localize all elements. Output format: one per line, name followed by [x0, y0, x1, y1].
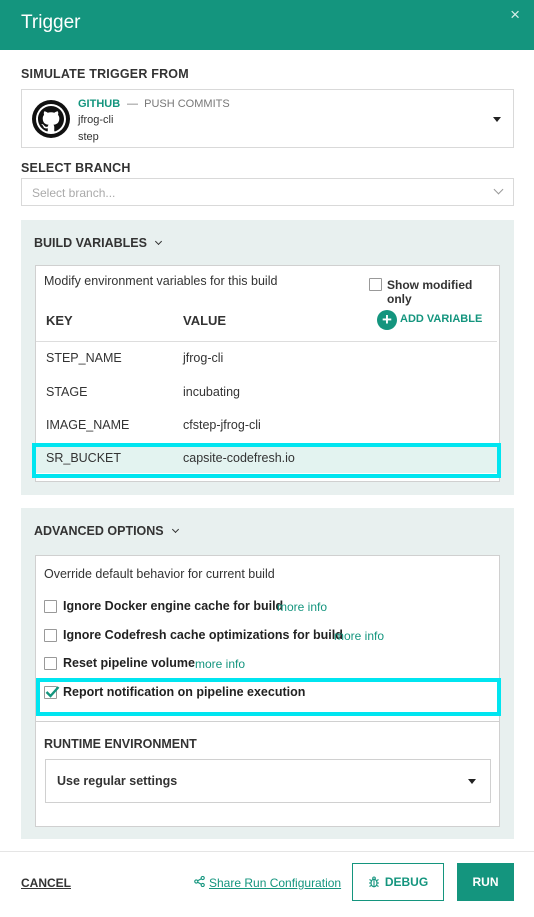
repo-name: jfrog-cli: [78, 114, 114, 126]
runtime-environment-label: RUNTIME ENVIRONMENT: [44, 737, 197, 751]
advanced-options-toggle[interactable]: [34, 524, 172, 538]
share-icon: [194, 876, 205, 890]
option-label: Ignore Codefresh cache optimizations for build: [63, 628, 343, 642]
runtime-environment-box: [35, 721, 500, 827]
chevron-down-icon: [155, 238, 162, 245]
chevron-down-icon: [172, 526, 179, 533]
branch-select[interactable]: [21, 178, 514, 206]
more-info-link[interactable]: more info: [277, 600, 328, 614]
key-column-header: KEY: [46, 313, 73, 328]
add-variable-icon[interactable]: +: [377, 310, 397, 330]
select-branch-label: SELECT BRANCH: [21, 161, 131, 175]
variable-key: IMAGE_NAME: [46, 418, 130, 432]
variable-value[interactable]: capsite-codefresh.io: [183, 451, 295, 465]
variable-value[interactable]: jfrog-cli: [183, 351, 224, 365]
add-variable-button[interactable]: ADD VARIABLE: [400, 313, 483, 325]
trigger-select[interactable]: [21, 89, 514, 148]
build-variables-toggle[interactable]: [34, 236, 155, 250]
dialog-footer: [0, 851, 534, 917]
variable-key: SR_BUCKET: [46, 451, 122, 465]
bug-icon: [368, 866, 380, 902]
show-modified-checkbox[interactable]: [369, 278, 382, 291]
variable-key: STEP_NAME: [46, 351, 122, 365]
trigger-event: [127, 98, 230, 110]
runtime-selected-value: Use regular settings: [57, 774, 178, 788]
caret-down-icon[interactable]: [493, 117, 501, 122]
more-info-link[interactable]: more info: [334, 629, 385, 643]
run-button[interactable]: RUN: [457, 863, 514, 901]
branch-placeholder: Select branch...: [32, 186, 116, 200]
ignore-docker-cache-checkbox[interactable]: [44, 600, 57, 613]
advanced-options-title: ADVANCED OPTIONS: [34, 524, 164, 538]
highlight-frame-report-notification: [36, 678, 501, 716]
reset-volume-checkbox[interactable]: [44, 657, 57, 670]
variable-key: STAGE: [46, 385, 88, 399]
share-label: Share Run Configuration: [209, 876, 342, 890]
highlight-frame-sr-bucket: [32, 443, 501, 478]
cancel-button[interactable]: CANCEL: [21, 876, 71, 890]
dialog-title: Trigger: [21, 12, 81, 33]
share-run-configuration-link[interactable]: [194, 876, 341, 890]
option-label: Report notification on pipeline execution: [63, 685, 306, 699]
ignore-codefresh-cache-checkbox[interactable]: [44, 629, 57, 642]
advanced-description: Override default behavior for current build: [44, 567, 275, 581]
variable-value[interactable]: cfstep-jfrog-cli: [183, 418, 261, 432]
github-icon: [32, 100, 70, 138]
chevron-down-icon: [494, 185, 504, 195]
variable-value[interactable]: incubating: [183, 385, 240, 399]
option-label: Ignore Docker engine cache for build: [63, 599, 284, 613]
more-info-link[interactable]: more info: [195, 657, 246, 671]
runtime-environment-select[interactable]: [45, 759, 491, 803]
provider-name: GITHUB: [78, 98, 121, 110]
close-icon[interactable]: ×: [510, 5, 520, 24]
debug-label: DEBUG: [384, 875, 429, 889]
trigger-branch-name: step: [78, 131, 99, 143]
simulate-trigger-label: SIMULATE TRIGGER FROM: [21, 67, 189, 81]
variables-description: Modify environment variables for this build: [44, 274, 278, 288]
caret-down-icon: [468, 779, 476, 784]
dialog-header: [0, 0, 534, 50]
show-modified-label: Show modified only: [387, 278, 473, 306]
event-name: PUSH COMMITS: [144, 98, 230, 110]
separator: —: [127, 98, 138, 110]
value-column-header: VALUE: [183, 313, 227, 328]
header-divider: [36, 341, 497, 342]
debug-button[interactable]: [352, 863, 444, 901]
option-label: Reset pipeline volume: [63, 656, 195, 670]
build-variables-title: BUILD VARIABLES: [34, 236, 147, 250]
